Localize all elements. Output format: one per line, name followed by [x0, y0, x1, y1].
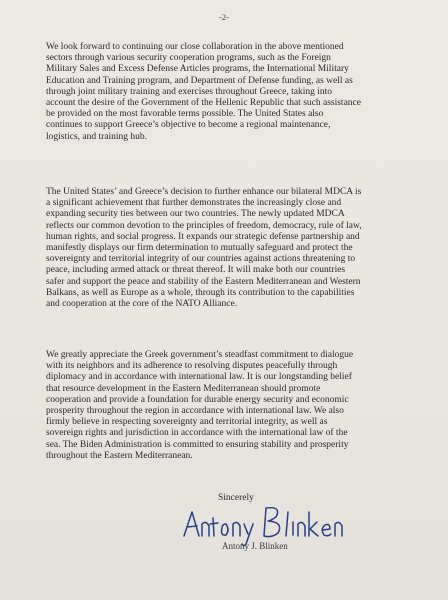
paragraph-3: We greatly appreciate the Greek government’s steadfast commitment to dialogue with its neighbors and its adherence to resolving disputes peacefully through diplomacy and in accordance with international law. It is our longstanding belief that resource development in the Eastern Mediterranean should promote cooperation and provide a foundation for durable energy security and economic prosperity throughout the region in accordance with international law. We also firmly believe in respecting sovereignty and territorial integrity, as well as sovereign rights and jurisdiction in accordance with the international law of the sea. The Biden Administration is committed to ensuring stability and prosperity throughout the Eastern Mediterranean.: [46, 350, 354, 461]
page-number: -2-: [219, 12, 229, 22]
typed-signatory-name: Antony J. Blinken: [222, 541, 288, 551]
paragraph-2: The United States’ and Greece’s decision to further enhance our bilateral MDCA is a significant achievement that further demonstrates the increasingly close and expanding security ties between our two countries. The newly updated MDCA reflects our common devotion to the principles of freedom, democracy, rule of law, human rights, and social progress. It expands our strategic defense partnership and manifestly displays our firm determination to mutually safeguard and protect the sovereignty and territorial integrity of our countries against actions threatening to peace, including armed attack or threat thereof. It will make both our countries safer and support the peace and stability of the Eastern Mediterranean and Western Balkans, as well as Europe as a whole, through its contribution to the capabilities and cooperation at the core of the NATO Alliance.: [46, 187, 362, 310]
paragraph-1: We look forward to continuing our close collaboration in the above mentioned sectors through various security cooperation programs, such as the Foreign Military Sales and Excess Defense Articles programs, the International Military Education and Training program, and Department of Defense funding, as well as through joint military training and exercises throughout Greece, taking into account the desire of the Government of the Hellenic Republic that such assistance be provided on the most favorable terms possible. The United States also continues to support Greece’s objective to become a regional maintenance, logistics, and training hub.: [46, 42, 361, 142]
closing-salutation: Sincerely: [218, 493, 254, 503]
